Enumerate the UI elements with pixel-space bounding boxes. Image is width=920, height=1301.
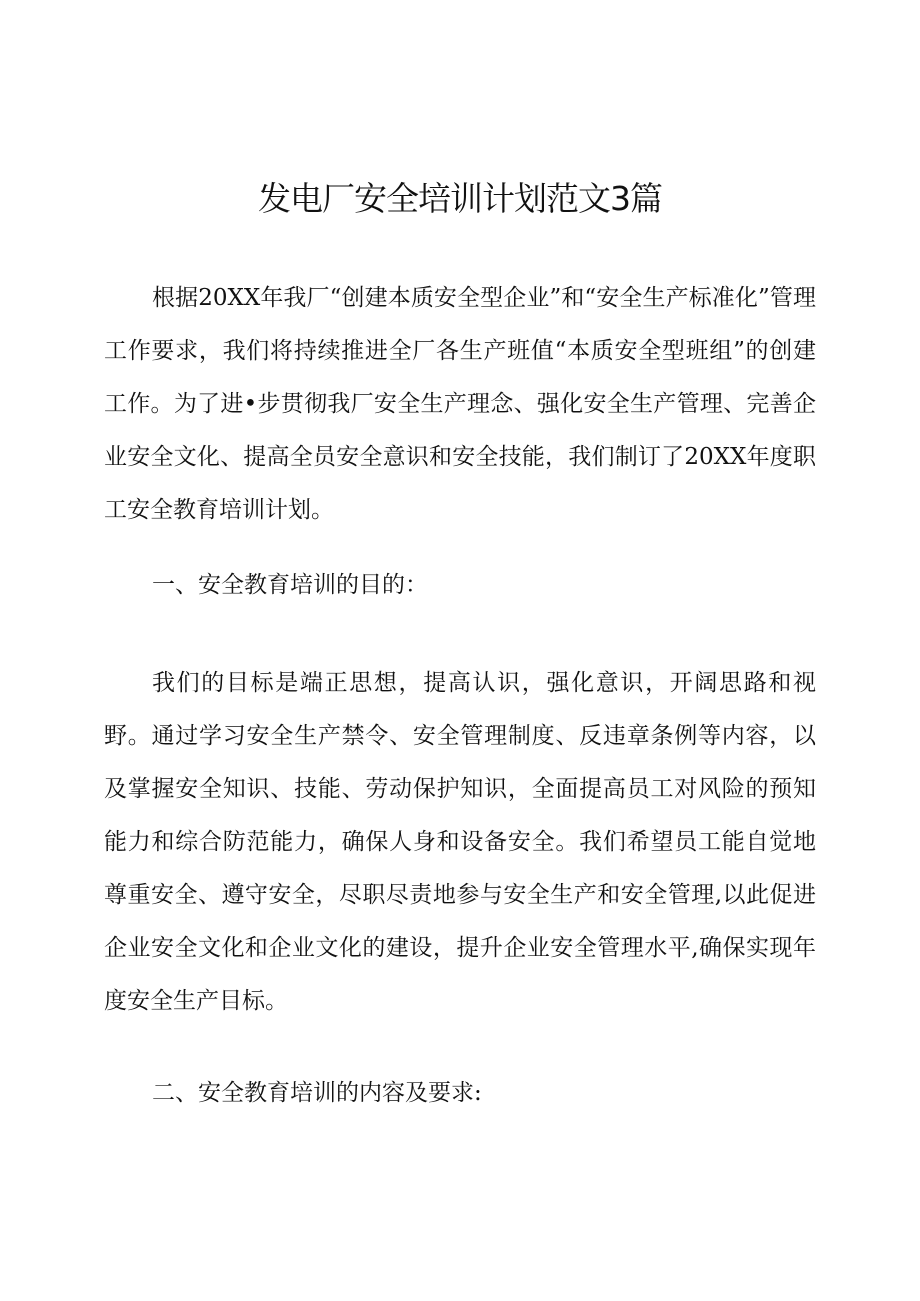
- section-heading-purpose: 一、安全教育培训的目的：: [152, 572, 428, 598]
- purpose-paragraph: 我们的目标是端正思想，提高认识，强化意识，开阔思路和视野。通过学习安全生产禁令、安全管理制度、反违章条例等内容，以及掌握安全知识、技能、劳动保护知识，全面提高员工对风险的预知能力和综合防范能力，确保人身和设备安全。我们希望员工能自觉地尊重安全、遵守安全，尽职尽责地参与安全生产和安全管理,以此促进企业安全文化和企业文化的建设，提升企业安全管理水平,确保实现年度安全生产目标。: [104, 670, 816, 1014]
- document-title: 发电厂安全培训计划范文3篇: [258, 179, 662, 218]
- section-heading-content: 二、安全教育培训的内容及要求:: [152, 1080, 482, 1106]
- intro-paragraph: 根据20XX年我厂“创建本质安全型企业”和“安全生产标准化”管理工作要求，我们将持续推进全厂各生产班值“本质安全型班组”的创建工作。为了进•步贯彻我厂安全生产理念、强化安全生产管理、完善企业安全文化、提高全员安全意识和安全技能，我们制订了20XX年度职工安全教育培训计划。: [104, 285, 816, 523]
